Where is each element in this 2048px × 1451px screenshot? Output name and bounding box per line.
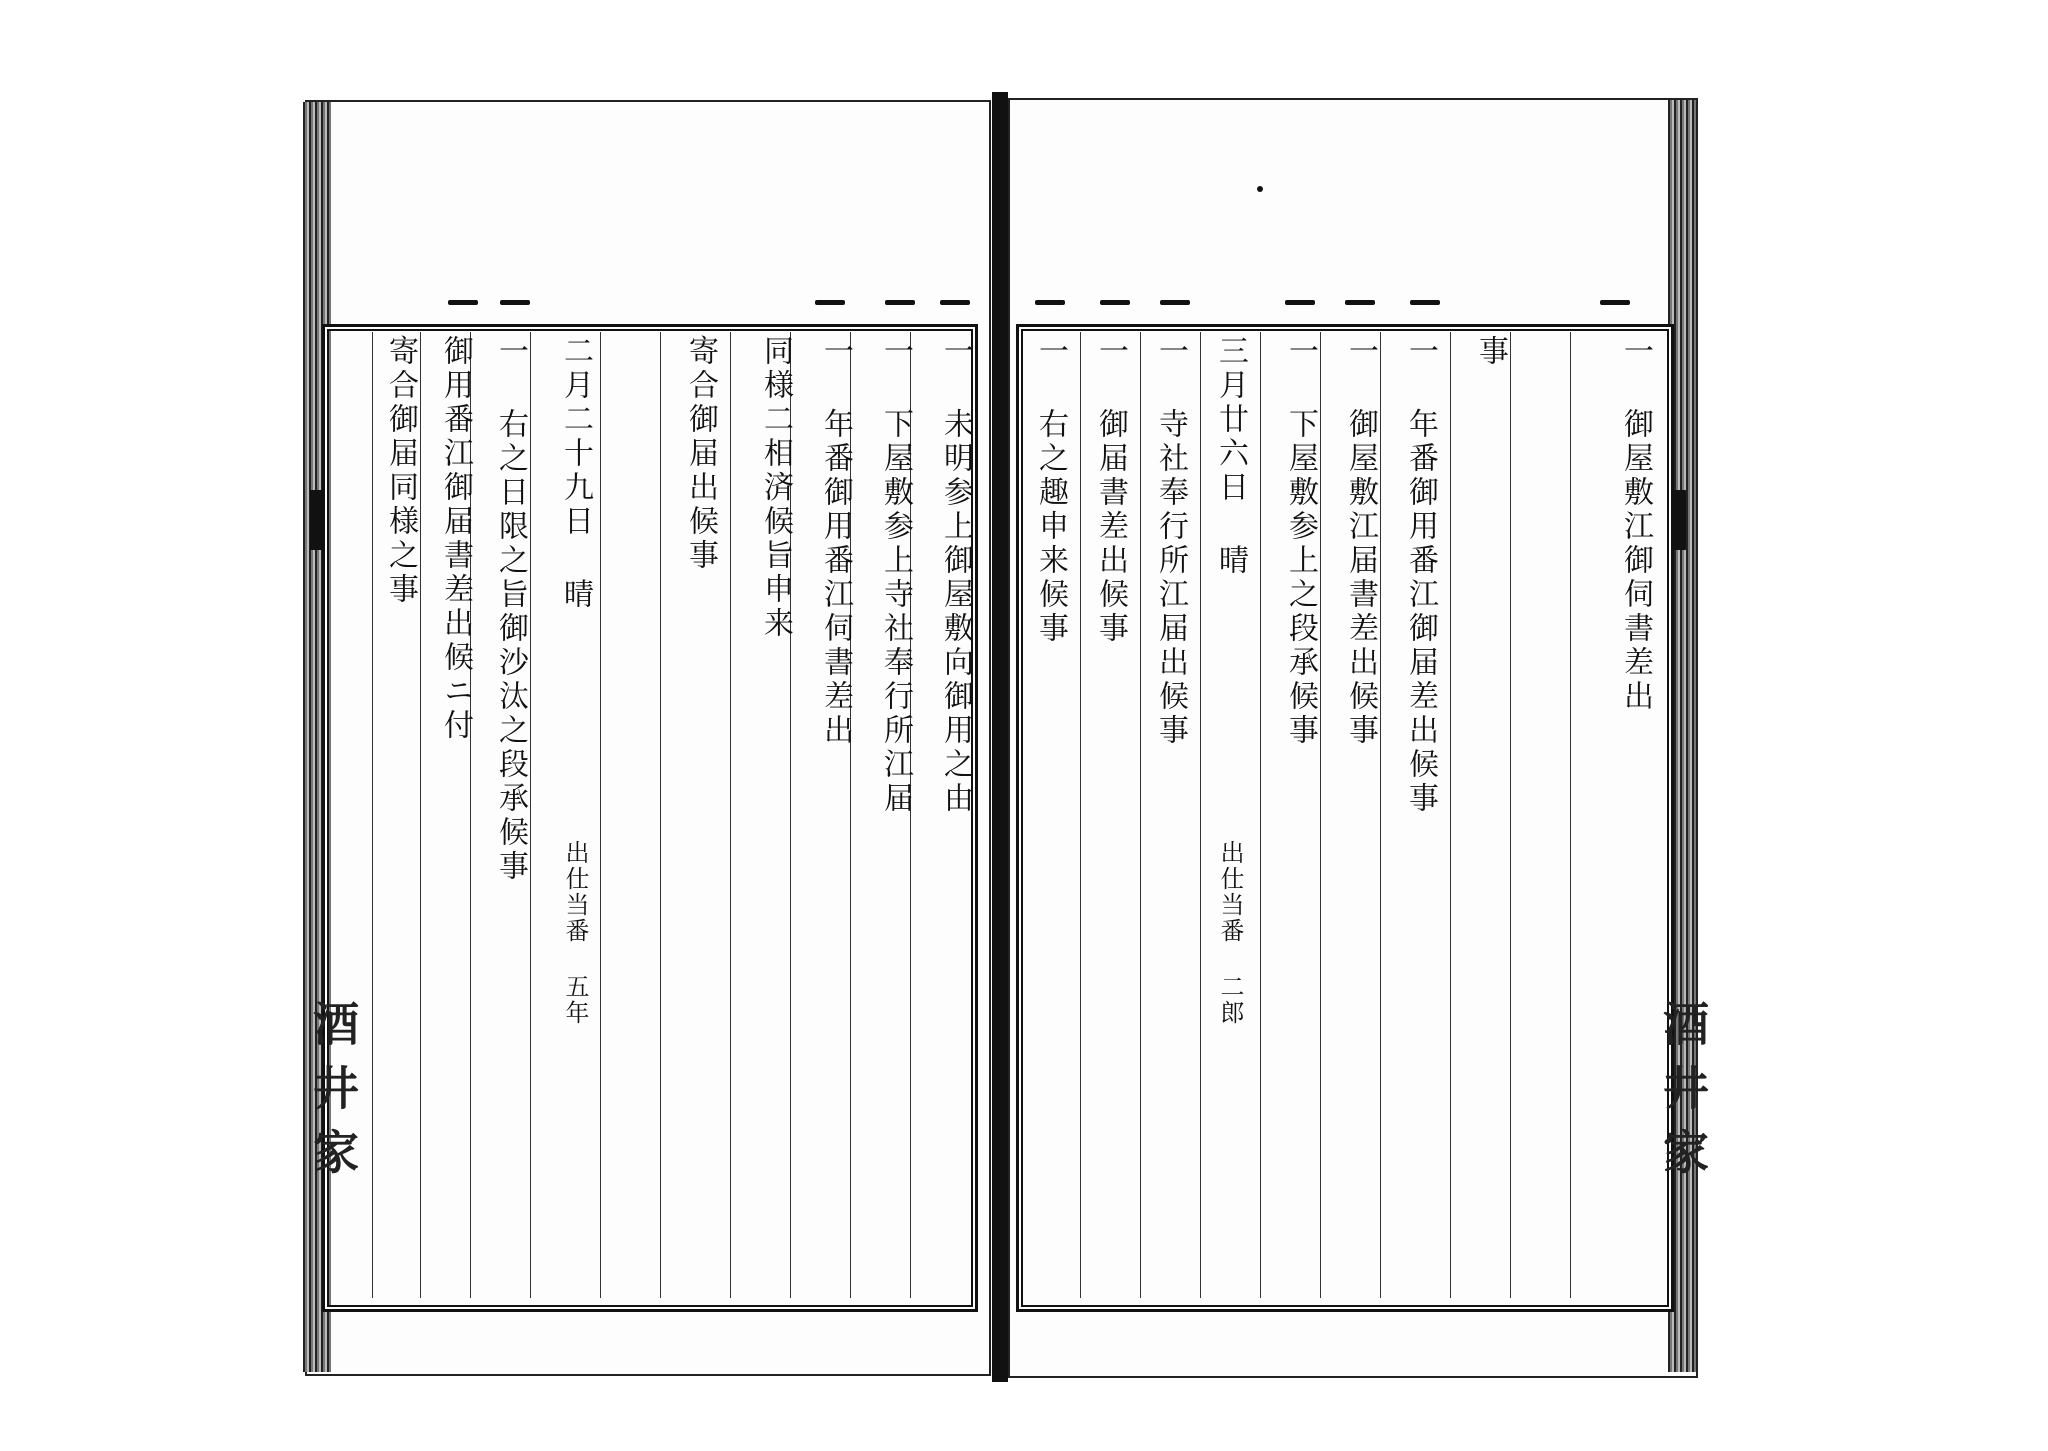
text-column: 一 年番御用番江伺書差出: [818, 335, 853, 748]
item-mark: [885, 300, 915, 305]
column-rule: [1080, 332, 1081, 1298]
column-rule: [1510, 332, 1511, 1298]
column-rule: [1570, 332, 1571, 1298]
date-heading: 三月廿六日 晴: [1213, 335, 1248, 578]
item-mark: [1285, 300, 1315, 305]
text-column: 事: [1473, 335, 1508, 369]
item-mark: [940, 300, 970, 305]
column-rule: [530, 332, 531, 1298]
column-rule: [1140, 332, 1141, 1298]
column-rule: [372, 332, 373, 1298]
text-column: 御用番江御届書差出候ニ付: [438, 335, 473, 743]
item-mark: [1100, 300, 1130, 305]
text-column: 寄合御届出候事: [683, 335, 718, 573]
column-rule: [660, 332, 661, 1298]
item-mark: [1600, 300, 1630, 305]
text-column: 一 御屋敷江届書差出候事: [1343, 335, 1378, 748]
column-rule: [1200, 332, 1201, 1298]
text-column: 一 御屋敷江御伺書差出: [1618, 335, 1653, 714]
column-rule: [1320, 332, 1321, 1298]
column-rule: [1260, 332, 1261, 1298]
text-column: 一 未明参上御屋敷向御用之由: [938, 335, 973, 816]
book-spine: [992, 92, 1008, 1382]
item-mark: [1410, 300, 1440, 305]
column-rule: [730, 332, 731, 1298]
column-rule: [1380, 332, 1381, 1298]
text-column: 一 下屋敷参上寺社奉行所江届: [878, 335, 913, 816]
date-heading: 二月二十九日 晴: [558, 335, 593, 612]
signature: 出仕当番 二郎: [1216, 840, 1244, 1026]
column-rule: [1450, 332, 1451, 1298]
item-mark: [1035, 300, 1065, 305]
signature: 出仕当番 五年: [561, 840, 589, 1026]
text-column: 一 右之日限之旨御沙汰之段承候事: [493, 335, 528, 884]
text-column: 寄合御届同様之事: [383, 335, 418, 607]
text-column: 一 右之趣申来候事: [1033, 335, 1068, 646]
item-mark: [448, 300, 478, 305]
item-mark: [815, 300, 845, 305]
item-mark: [1160, 300, 1190, 305]
house-label-right: 酒井家: [1656, 1000, 1710, 1192]
ink-dot: [1257, 186, 1263, 192]
text-column: 同様二相済候旨申来: [758, 335, 793, 641]
column-rule: [420, 332, 421, 1298]
column-rule: [600, 332, 601, 1298]
item-mark: [1345, 300, 1375, 305]
text-column: 一 御届書差出候事: [1093, 335, 1128, 646]
text-column: 一 寺社奉行所江届出候事: [1153, 335, 1188, 748]
binding-tab-right: [1672, 490, 1686, 550]
text-column: 一 下屋敷参上之段承候事: [1283, 335, 1318, 748]
item-mark: [500, 300, 530, 305]
house-label-left: 酒井家: [306, 1000, 360, 1192]
text-column: 一 年番御用番江御届差出候事: [1403, 335, 1438, 816]
